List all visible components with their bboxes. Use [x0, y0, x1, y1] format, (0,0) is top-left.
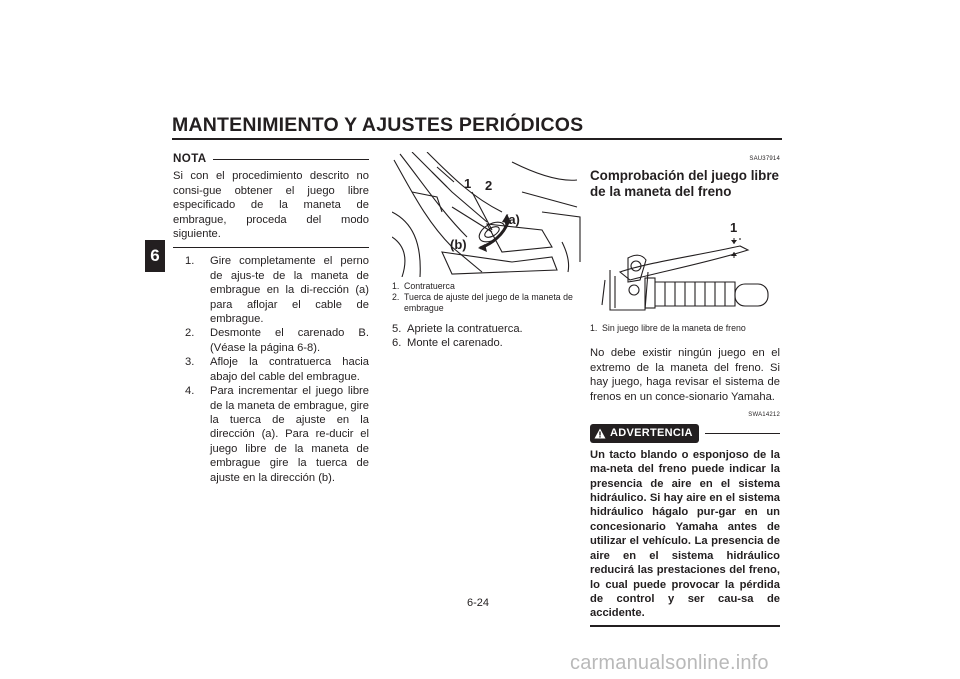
nota-text: Si con el procedimiento descrito no consi-gue obtener el juego libre especificado de la maneta de embrague, proceda del modo siguiente.	[173, 170, 369, 241]
warning-rule	[705, 433, 780, 434]
clutch-adjuster-illustration	[392, 152, 582, 277]
warning-code: SWA14212	[748, 412, 780, 419]
section-title: Comprobación del juego libre de la maneta del freno	[590, 168, 779, 200]
column-middle	[392, 152, 582, 351]
brake-lever-figure	[590, 210, 780, 315]
figure-label-1: 1	[464, 176, 472, 191]
caption-item: 1. Sin juego libre de la maneta de freno	[590, 323, 746, 334]
chapter-tab: 6	[145, 240, 165, 272]
nota-end-rule	[173, 247, 369, 248]
figure-caption	[590, 323, 780, 334]
list-item: 5. Apriete la contratuerca.	[392, 323, 523, 335]
nota-label: NOTA	[173, 152, 207, 165]
column-right	[590, 152, 780, 627]
list-item: 2. Desmonte el carenado B. (Véase la página 6-8).	[185, 327, 369, 354]
list-item: 1. Gire completamente el perno de ajus-te de la maneta de embrague en la di-rección (a) para aflojar el cable de embrague.	[185, 255, 369, 326]
warning-text: Un tacto blando o esponjoso de la ma-neta del freno puede indicar la presencia de aire en el sistema hidráulico. Si hay aire en el sistema hidráulico hágalo pur-gar en un concesionario Yamaha antes de utilizar el vehículo. La presencia de aire en el sistema hidráulico reducirá las prestaciones del freno, lo cual puede provocar la pérdida de control y ser cau-sa de accidente.	[590, 448, 780, 620]
figure-label-2: 2	[485, 178, 493, 193]
nota-header	[173, 152, 369, 166]
figure-label-a: (a)	[504, 212, 520, 227]
section-code: SAU37914	[749, 156, 780, 162]
page-number: 6-24	[467, 597, 490, 609]
caption-item: 1. Contratuerca	[392, 281, 455, 291]
warning-label: ADVERTENCIA	[610, 427, 693, 440]
list-item: 3. Afloje la contratuerca hacia abajo del cable del embrague.	[185, 356, 369, 383]
figure-caption	[392, 281, 582, 314]
warning-badge	[590, 424, 699, 442]
page-title: MANTENIMIENTO Y AJUSTES PERIÓDICOS	[172, 114, 584, 136]
steps-list-1	[173, 254, 369, 485]
section-body: No debe existir ningún juego en el extremo de la maneta del freno. Si hay juego, haga revisar el sistema de frenos en un conce-sionario Yamaha.	[590, 347, 780, 403]
watermark: carmanualsonline.info	[570, 652, 769, 674]
clutch-adjuster-figure	[392, 152, 582, 277]
brake-lever-illustration	[590, 210, 780, 315]
warning-header	[590, 424, 780, 442]
list-item: 6. Monte el carenado.	[392, 337, 503, 350]
warning-end-rule	[590, 625, 780, 627]
list-item: 4. Para incrementar el juego libre de la maneta de embrague, gire la tuerca de ajuste en la dirección (a). Para re-ducir el juego libre de la maneta de embrague gire la tuerca de ajuste en la dirección (b).	[185, 385, 369, 484]
figure-label-1: 1	[730, 220, 738, 236]
figure-label-b: (b)	[450, 237, 467, 252]
warning-triangle-icon	[594, 428, 606, 439]
header-rule	[172, 138, 782, 140]
column-left	[173, 152, 369, 485]
nota-rule	[213, 159, 369, 160]
caption-item: 2. Tuerca de ajuste del juego de la maneta de embrague	[392, 292, 573, 313]
steps-list-2	[392, 322, 582, 351]
